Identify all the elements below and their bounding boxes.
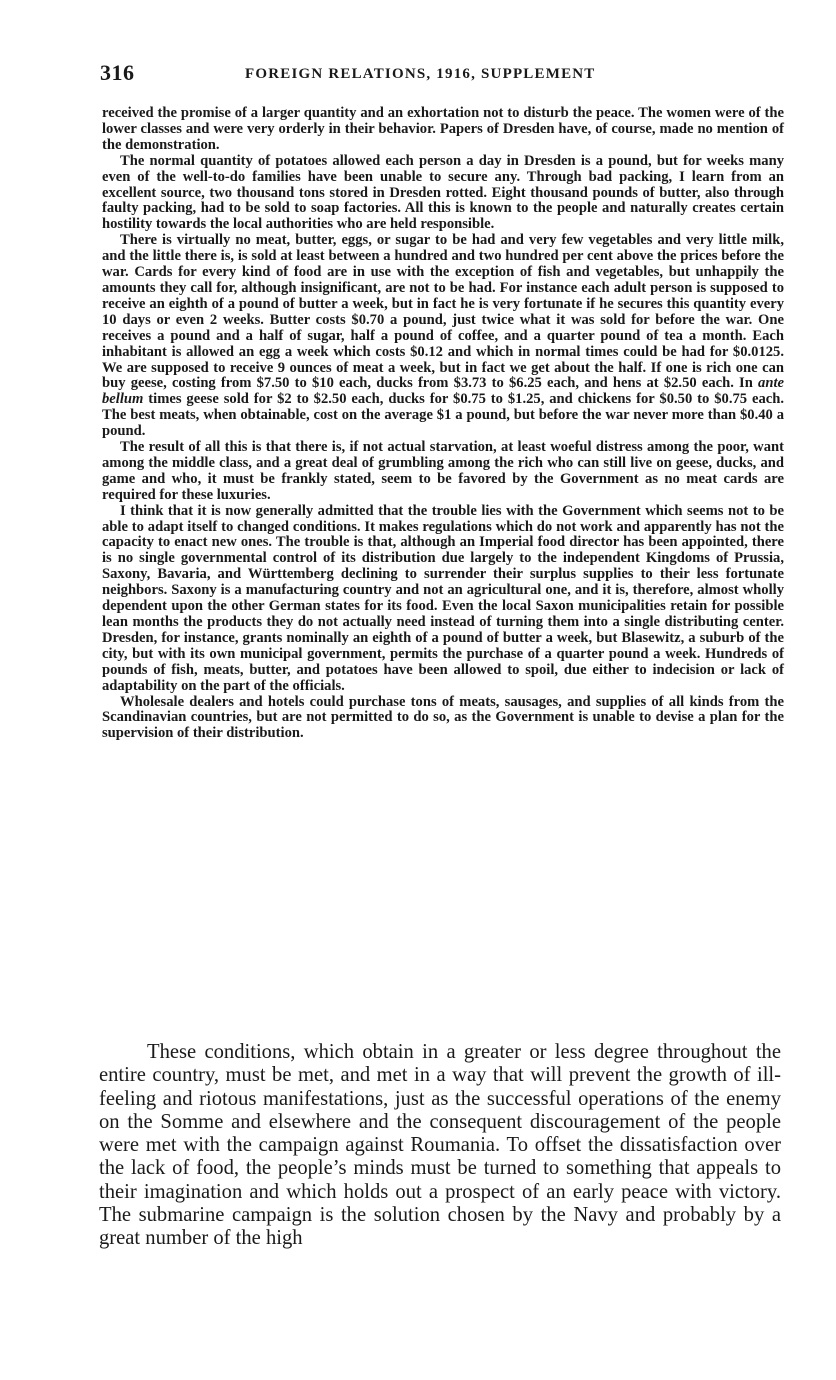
quote-paragraph-4: The result of all this is that there is, if not actual starvation, at least woeful distress among the poor, want among the middle class, and a great deal of grumbling among the rich who can still live on geese, ducks, and game and who, it must be frankly stated, seem to be favored by the Government as no meat cards are required for these luxuries. [102,439,784,503]
quote-paragraph-2: The normal quantity of potatoes allowed each person a day in Dresden is a pound, but for weeks many even of the well-to-do families have been unable to secure any. Through bad packing, I learn from an excellent source, two thousand tons stored in Dresden rotted. Eight thousand pounds of butter, also through faulty packing, had to be sold to soap factories. All this is known to the people and naturally creates certain hostility towards the local authorities who are held responsible. [102,152,784,233]
page-header [100,60,786,90]
page-number: 316 [100,60,135,85]
italic-phrase: ante bellum [102,375,784,408]
quoted-report [102,106,784,742]
quote-paragraph-5: I think that it is now generally admitted that the trouble lies with the Government which seems not to be able to adapt itself to changed conditions. It makes regulations which do not work and apparently has not the capacity to enact new ones. The trouble is that, although an Imperial food director has been appointed, there is no single governmental control of its distribution due largely to the independent Kingdoms of Prussia, Saxony, Bavaria, and Württemberg declining to surrender their surplus supplies to their less fortunate neighbors. Saxony is a manufacturing country and not an agricultural one, and it is, therefore, almost wholly dependent upon the other German states for its food. Even the local Saxon municipalities retain for possible lean months the products they do not actually need instead of turning them into a single distributing center. Dresden, for instance, grants nominally an eighth of a pound of butter a week, but Blasewitz, a suburb of the city, but with its own municipal government, permits the purchase of a quarter pound a week. Hundreds of pounds of fish, meats, butter, and potatoes have been allowed to spoil, due either to indecision or lack of adaptability on the part of the officials. [102,502,784,694]
quote-paragraph-1: received the promise of a larger quantity and an exhortation not to disturb the peace. The women were of the lower classes and were very orderly in their behavior. Papers of Dresden have, of course, made no mention of the demonstration. [102,105,784,153]
quote-paragraph-3-part-b: times geese sold for $2 to $2.50 each, ducks for $0.75 to $1.25, and chickens for $0.50 to $0.75 each. The best meats, when obtainable, cost on the average $1 a pound, but before the war never more than $0.40 a pound. [102,391,784,440]
quote-paragraph-3-part-a: There is virtually no meat, butter, eggs, or sugar to be had and very few vegetables and very little milk, and the little there is, is sold at least between a hundred and two hundred per cent above the prices before the war. Cards for every kind of food are in use with the exception of fish and vegetables, but unhappily the amounts they call for, although insignificant, are not to be had. For instance each adult person is supposed to receive an eighth of a pound of butter a week, but in fact he is very fortunate if he secures this quantity every 10 days or even 2 weeks. Butter costs $0.70 a pound, just twice what it was sold for before the war. One receives a pound and a half of sugar, half a pound of coffee, and a quarter pound of tea a month. Each inhabitant is allowed an egg a week which costs $0.12 and which in normal times could be had for $0.0125. We are supposed to receive 9 ounces of meat a week, but in fact we get about the half. If one is rich one can buy geese, costing from $7.50 to $10 each, ducks from $3.73 to $6.25 each, and hens at $2.50 each. In [102,232,784,392]
quote-paragraph-3 [102,233,784,440]
body-text [99,1041,781,1251]
running-head: FOREIGN RELATIONS, 1916, SUPPLEMENT [245,66,596,82]
body-paragraph-1: These conditions, which obtain in a greater or less degree throughout the entire country, must be met, and met in a way that will prevent the growth of ill-feeling and riotous manifestations, just as the successful operations of the enemy on the Somme and elsewhere and the consequent discouragement of the people were met with the campaign against Roumania. To offset the dissatisfaction over the lack of food, the people’s minds must be turned to something that appeals to their imagination and which holds out a prospect of an early peace with victory. The submarine campaign is the solution chosen by the Navy and probably by a great number of the high [99,1041,781,1250]
quote-paragraph-6: Wholesale dealers and hotels could purchase tons of meats, sausages, and supplies of all kinds from the Scandinavian countries, but are not permitted to do so, as the Government is unable to devise a plan for the supervision of their distribution. [102,693,784,742]
